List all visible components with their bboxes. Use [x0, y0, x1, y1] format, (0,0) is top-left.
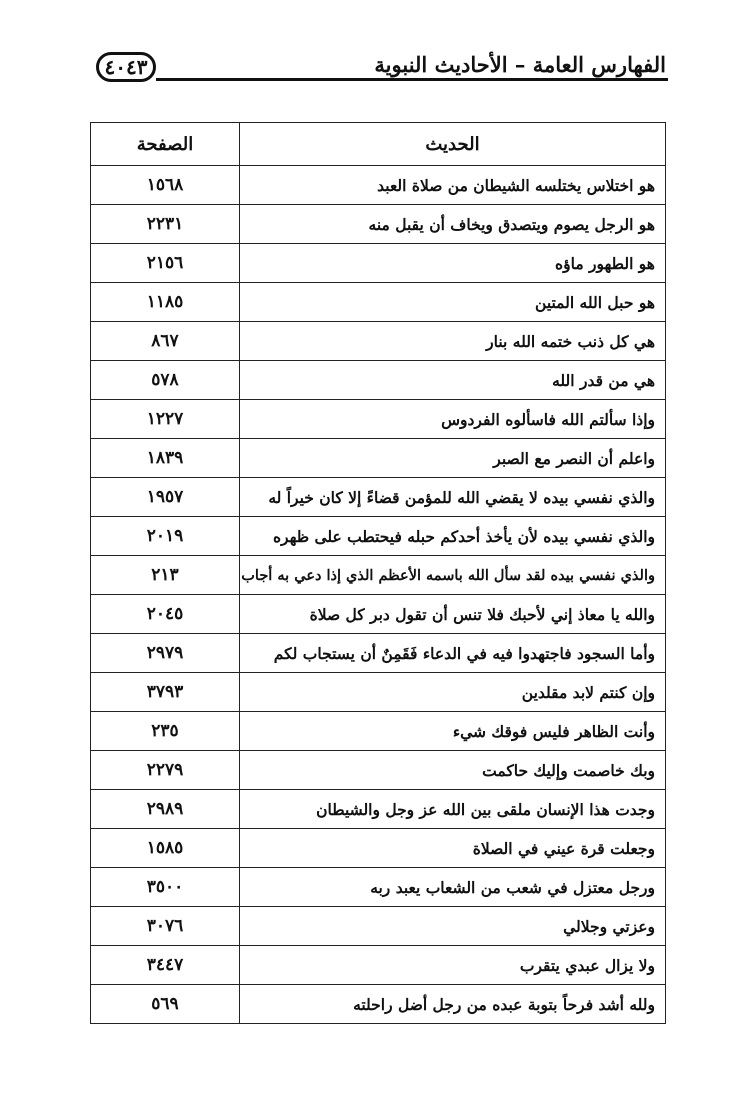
page-ref: ٢٠١٩	[91, 517, 240, 556]
page-ref: ٢٩٨٩	[91, 790, 240, 829]
page-number: ٤٠٤٣	[96, 52, 156, 82]
page-header	[92, 42, 668, 82]
table-row	[91, 673, 666, 712]
hadith-text: هو الرجل يصوم ويتصدق ويخاف أن يقبل منه	[240, 205, 666, 244]
running-title: الفهارس العامة – الأحاديث النبوية	[374, 52, 666, 77]
page-ref: ٣٥٠٠	[91, 868, 240, 907]
table-row	[91, 946, 666, 985]
page-ref: ٢٢٧٩	[91, 751, 240, 790]
hadith-text: والله يا معاذ إني لأحبك فلا تنس أن تقول دبر كل صلاة	[240, 595, 666, 634]
table-row	[91, 517, 666, 556]
table-row	[91, 478, 666, 517]
table-header-row	[91, 123, 666, 166]
table-row	[91, 166, 666, 205]
hadith-text: وإن كنتم لابد مقلدين	[240, 673, 666, 712]
table-row	[91, 361, 666, 400]
table-row	[91, 751, 666, 790]
table-row	[91, 907, 666, 946]
page-ref: ٢٠٤٥	[91, 595, 240, 634]
column-header-hadith: الحديث	[240, 123, 666, 166]
hadith-text: واعلم أن النصر مع الصبر	[240, 439, 666, 478]
table-row	[91, 439, 666, 478]
hadith-text: وبك خاصمت وإليك حاكمت	[240, 751, 666, 790]
hadith-text: وجعلت قرة عيني في الصلاة	[240, 829, 666, 868]
hadith-text: ولله أشد فرحاً بتوبة عبده من رجل أضل راحلته	[240, 985, 666, 1024]
table-row	[91, 868, 666, 907]
table-row	[91, 283, 666, 322]
page-ref: ٣٠٧٦	[91, 907, 240, 946]
table-row	[91, 595, 666, 634]
header-rule	[156, 78, 668, 81]
page-ref: ٥٦٩	[91, 985, 240, 1024]
hadith-text: هو حبل الله المتين	[240, 283, 666, 322]
hadith-text: هي من قدر الله	[240, 361, 666, 400]
hadith-text: والذي نفسي بيده لقد سأل الله باسمه الأعظم الذي إذا دعي به أجاب	[240, 556, 666, 595]
page-ref: ٢١٣	[91, 556, 240, 595]
table-row	[91, 790, 666, 829]
hadith-text: ولا يزال عبدي يتقرب	[240, 946, 666, 985]
page-ref: ٢٣٥	[91, 712, 240, 751]
hadith-text: وإذا سألتم الله فاسألوه الفردوس	[240, 400, 666, 439]
hadith-text: هو الطهور ماؤه	[240, 244, 666, 283]
page-ref: ٢٩٧٩	[91, 634, 240, 673]
hadith-text: وجدت هذا الإنسان ملقى بين الله عز وجل والشيطان	[240, 790, 666, 829]
hadith-text: وأما السجود فاجتهدوا فيه في الدعاء فَقَمِنٌ أن يستجاب لكم	[240, 634, 666, 673]
hadith-index-table	[90, 122, 666, 1024]
hadith-text: وعزتي وجلالي	[240, 907, 666, 946]
table-row	[91, 244, 666, 283]
table-row	[91, 712, 666, 751]
table-row	[91, 556, 666, 595]
hadith-text: هي كل ذنب ختمه الله بنار	[240, 322, 666, 361]
hadith-text: والذي نفسي بيده لا يقضي الله للمؤمن قضاءً إلا كان خيراً له	[240, 478, 666, 517]
table-row	[91, 205, 666, 244]
hadith-text: ورجل معتزل في شعب من الشعاب يعبد ربه	[240, 868, 666, 907]
hadith-text: وأنت الظاهر فليس فوقك شيء	[240, 712, 666, 751]
hadith-text: هو اختلاس يختلسه الشيطان من صلاة العبد	[240, 166, 666, 205]
table-row	[91, 985, 666, 1024]
page-ref: ١٥٦٨	[91, 166, 240, 205]
page-ref: ١٥٨٥	[91, 829, 240, 868]
hadith-text: والذي نفسي بيده لأن يأخذ أحدكم حبله فيحتطب على ظهره	[240, 517, 666, 556]
table-row	[91, 634, 666, 673]
page-ref: ١٢٢٧	[91, 400, 240, 439]
page-ref: ٣٧٩٣	[91, 673, 240, 712]
table-row	[91, 322, 666, 361]
page-ref: ٢٢٣١	[91, 205, 240, 244]
page-ref: ١١٨٥	[91, 283, 240, 322]
table-row	[91, 400, 666, 439]
page-ref: ١٨٣٩	[91, 439, 240, 478]
page-ref: ٣٤٤٧	[91, 946, 240, 985]
page-ref: ١٩٥٧	[91, 478, 240, 517]
table-row	[91, 829, 666, 868]
column-header-page: الصفحة	[91, 123, 240, 166]
page-ref: ٥٧٨	[91, 361, 240, 400]
page-ref: ٢١٥٦	[91, 244, 240, 283]
page-ref: ٨٦٧	[91, 322, 240, 361]
